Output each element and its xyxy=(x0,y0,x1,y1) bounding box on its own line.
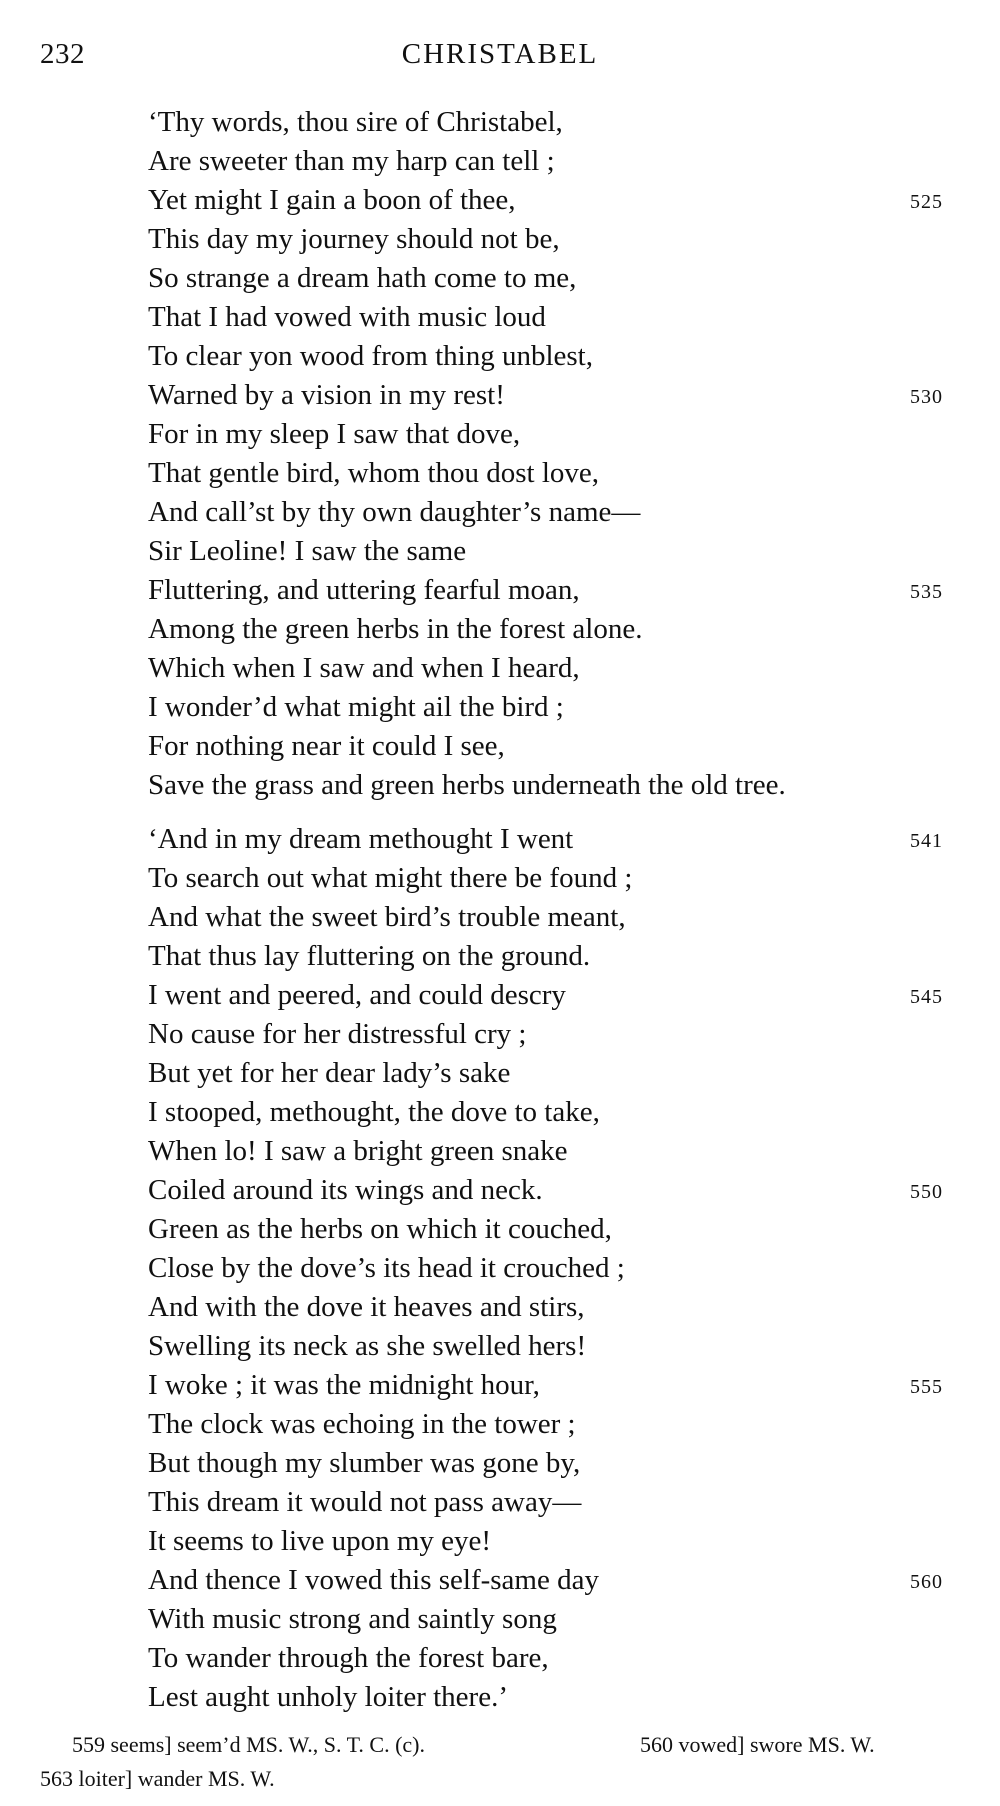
verse-text: And with the dove it heaves and stirs, xyxy=(148,1291,585,1323)
verse-text: To wander through the forest bare, xyxy=(148,1642,549,1674)
verse-line xyxy=(148,415,968,454)
verse-line xyxy=(148,610,968,649)
line-number: 545 xyxy=(910,986,943,1008)
verse-line xyxy=(148,493,968,532)
verse-text: I went and peered, and could descry xyxy=(148,979,566,1011)
verse-text: Warned by a vision in my rest! xyxy=(148,379,505,411)
verse-line xyxy=(148,727,968,766)
verse-text: This dream it would not pass away— xyxy=(148,1486,582,1518)
verse-text: For nothing near it could I see, xyxy=(148,730,505,762)
footnote-560: 560 vowed] swore MS. W. xyxy=(640,1732,875,1757)
footnotes xyxy=(40,1728,970,1796)
verse-line xyxy=(148,1249,968,1288)
verse-text: Which when I saw and when I heard, xyxy=(148,652,580,684)
line-number: 550 xyxy=(910,1181,943,1203)
verse-text: And thence I vowed this self-same day xyxy=(148,1564,599,1596)
verse-line xyxy=(148,1210,968,1249)
verse-text: And call’st by thy own daughter’s name— xyxy=(148,496,641,528)
verse-text: Fluttering, and uttering fearful moan, xyxy=(148,574,580,606)
verse-text: It seems to live upon my eye! xyxy=(148,1525,492,1557)
verse-text: That I had vowed with music loud xyxy=(148,301,546,333)
verse-text: With music strong and saintly song xyxy=(148,1603,557,1635)
verse-text: Lest aught unholy loiter there.’ xyxy=(148,1681,508,1713)
stanza-1 xyxy=(148,103,968,805)
verse-text: This day my journey should not be, xyxy=(148,223,560,255)
verse-line xyxy=(148,1483,968,1522)
verse-text: Among the green herbs in the forest alone. xyxy=(148,613,643,645)
verse-line xyxy=(148,298,968,337)
verse-line xyxy=(148,898,968,937)
verse-line xyxy=(148,103,968,142)
verse-line xyxy=(148,1132,968,1171)
page-number: 232 xyxy=(40,38,85,70)
verse-line xyxy=(148,571,968,610)
verse-text: But though my slumber was gone by, xyxy=(148,1447,581,1479)
verse-text: So strange a dream hath come to me, xyxy=(148,262,577,294)
verse-text: That gentle bird, whom thou dost love, xyxy=(148,457,600,489)
verse-text: I woke ; it was the midnight hour, xyxy=(148,1369,540,1401)
line-number: 560 xyxy=(910,1571,943,1593)
page-header xyxy=(40,38,960,78)
verse-text: No cause for her distressful cry ; xyxy=(148,1018,527,1050)
footnote-row xyxy=(40,1762,970,1796)
verse-line xyxy=(148,1288,968,1327)
verse-line xyxy=(148,937,968,976)
verse-text: But yet for her dear lady’s sake xyxy=(148,1057,511,1089)
verse-text: Close by the dove’s its head it crouched ; xyxy=(148,1252,625,1284)
line-number: 555 xyxy=(910,1376,943,1398)
verse-line xyxy=(148,454,968,493)
verse-text: Are sweeter than my harp can tell ; xyxy=(148,145,555,177)
verse-line xyxy=(148,766,968,805)
verse-text: Coiled around its wings and neck. xyxy=(148,1174,543,1206)
verse-line xyxy=(148,1678,968,1717)
stanza-2 xyxy=(148,820,968,1717)
verse-text: I wonder’d what might ail the bird ; xyxy=(148,691,564,723)
line-number: 525 xyxy=(910,191,943,213)
verse-text: Yet might I gain a boon of thee, xyxy=(148,184,516,216)
verse-text: Save the grass and green herbs underneath the old tree. xyxy=(148,769,786,801)
verse-line xyxy=(148,259,968,298)
verse-line xyxy=(148,181,968,220)
verse-line xyxy=(148,142,968,181)
verse-text: I stooped, methought, the dove to take, xyxy=(148,1096,600,1128)
verse-text: For in my sleep I saw that dove, xyxy=(148,418,521,450)
verse-text: To search out what might there be found ; xyxy=(148,862,633,894)
verse-line xyxy=(148,220,968,259)
verse-line xyxy=(148,337,968,376)
verse-line xyxy=(148,1093,968,1132)
verse-text: And what the sweet bird’s trouble meant, xyxy=(148,901,626,933)
verse-text: Swelling its neck as she swelled hers! xyxy=(148,1330,587,1362)
verse-line xyxy=(148,859,968,898)
footnote-row xyxy=(40,1728,970,1762)
verse-text: ‘And in my dream methought I went xyxy=(148,823,574,855)
verse-line xyxy=(148,376,968,415)
footnote-559: 559 seems] seem’d MS. W., S. T. C. (c). xyxy=(72,1732,425,1757)
verse-line xyxy=(148,976,968,1015)
verse-line xyxy=(148,649,968,688)
verse-line xyxy=(148,1015,968,1054)
line-number: 535 xyxy=(910,581,943,603)
verse-text: To clear yon wood from thing unblest, xyxy=(148,340,593,372)
verse-line xyxy=(148,1522,968,1561)
verse-line xyxy=(148,1366,968,1405)
verse-text: That thus lay fluttering on the ground. xyxy=(148,940,591,972)
verse-line xyxy=(148,1600,968,1639)
verse-text: ‘Thy words, thou sire of Christabel, xyxy=(148,106,563,138)
verse-line xyxy=(148,1561,968,1600)
verse-line xyxy=(148,1054,968,1093)
verse-line xyxy=(148,1405,968,1444)
verse-text: When lo! I saw a bright green snake xyxy=(148,1135,568,1167)
verse-line xyxy=(148,820,968,859)
verse-line xyxy=(148,1444,968,1483)
line-number: 530 xyxy=(910,386,943,408)
verse-text: Green as the herbs on which it couched, xyxy=(148,1213,612,1245)
verse-line xyxy=(148,688,968,727)
line-number: 541 xyxy=(910,830,943,852)
verse-line xyxy=(148,1639,968,1678)
running-title: CHRISTABEL xyxy=(401,38,599,70)
footnote-563: 563 loiter] wander MS. W. xyxy=(40,1766,275,1791)
verse-text: Sir Leoline! I saw the same xyxy=(148,535,467,567)
verse-text: The clock was echoing in the tower ; xyxy=(148,1408,576,1440)
verse-line xyxy=(148,532,968,571)
verse-line xyxy=(148,1327,968,1366)
verse-line xyxy=(148,1171,968,1210)
